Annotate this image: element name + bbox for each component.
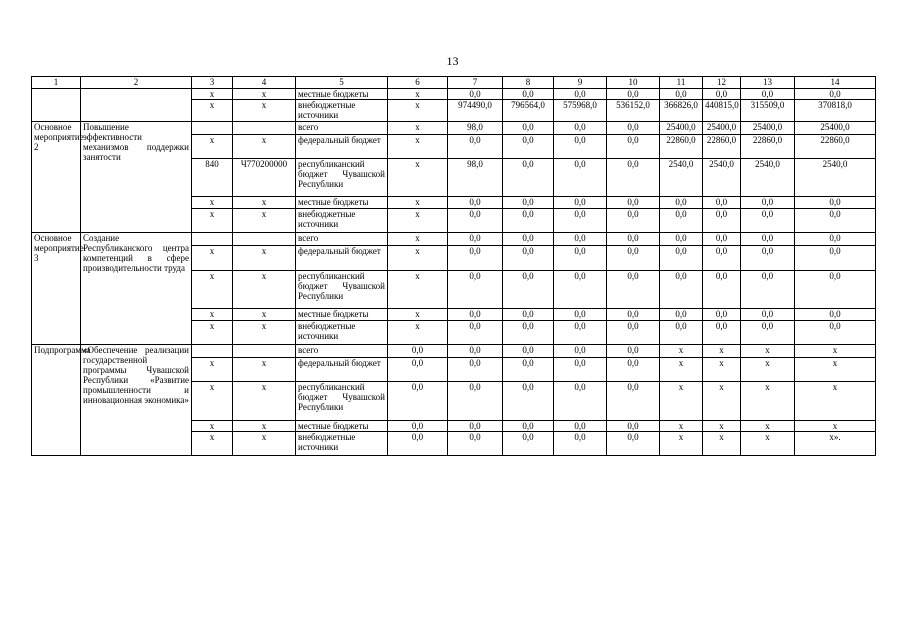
value-cell: 575968,0 [554, 100, 607, 122]
value-cell: 0,0 [503, 135, 554, 159]
value-cell: х [388, 309, 448, 321]
funding-source-cell: всего [296, 122, 388, 135]
value-cell: 0,0 [503, 159, 554, 197]
value-cell: 0,0 [741, 197, 795, 209]
code-csr-cell: х [233, 209, 296, 233]
value-cell: 0,0 [554, 321, 607, 345]
page-number: 13 [446, 54, 459, 68]
code-csr-cell: х [233, 197, 296, 209]
header-cell: 3 [192, 77, 233, 89]
value-cell: х [660, 345, 703, 358]
value-cell: х [703, 358, 741, 382]
value-cell: 0,0 [741, 209, 795, 233]
value-cell: 0,0 [503, 421, 554, 432]
value-cell: х [741, 382, 795, 421]
header-cell: 7 [448, 77, 503, 89]
value-cell: 0,0 [795, 309, 876, 321]
value-cell: 0,0 [607, 358, 660, 382]
header-cell: 2 [81, 77, 192, 89]
value-cell: х [388, 159, 448, 197]
value-cell: 0,0 [607, 432, 660, 456]
value-cell: 0,0 [660, 209, 703, 233]
value-cell: 0,0 [660, 233, 703, 246]
value-cell: 0,0 [503, 321, 554, 345]
value-cell: 0,0 [503, 358, 554, 382]
event-label-cell: Основное мероприятие 2 [32, 122, 81, 233]
value-cell: х [388, 100, 448, 122]
value-cell: 22860,0 [795, 135, 876, 159]
m2-row [32, 122, 876, 135]
value-cell: 0,0 [607, 122, 660, 135]
code-csr-cell [233, 345, 296, 358]
value-cell: 0,0 [607, 135, 660, 159]
value-cell: х». [795, 432, 876, 456]
value-cell: 0,0 [448, 246, 503, 271]
value-cell: 0,0 [703, 271, 741, 309]
code-csr-cell: х [233, 432, 296, 456]
value-cell: х [388, 271, 448, 309]
value-cell: 0,0 [795, 271, 876, 309]
code-gr-cell: х [192, 432, 233, 456]
value-cell: 974490,0 [448, 100, 503, 122]
value-cell: 0,0 [503, 271, 554, 309]
value-cell: 0,0 [554, 135, 607, 159]
value-cell: 0,0 [741, 89, 795, 100]
value-cell: 0,0 [448, 432, 503, 456]
value-cell: х [741, 421, 795, 432]
code-csr-cell: х [233, 271, 296, 309]
value-cell: х [795, 421, 876, 432]
value-cell: х [388, 246, 448, 271]
value-cell: 0,0 [448, 309, 503, 321]
value-cell: х [795, 358, 876, 382]
header-cell: 9 [554, 77, 607, 89]
value-cell: х [660, 358, 703, 382]
funding-source-cell: республиканский бюджет Чувашской Республики [296, 271, 388, 309]
value-cell: 0,0 [607, 345, 660, 358]
value-cell: 0,0 [795, 197, 876, 209]
code-gr-cell: х [192, 197, 233, 209]
funding-source-cell: внебюджетные источники [296, 321, 388, 345]
value-cell: 0,0 [607, 233, 660, 246]
value-cell: 98,0 [448, 159, 503, 197]
value-cell: 0,0 [703, 246, 741, 271]
value-cell: 0,0 [554, 89, 607, 100]
funding-source-cell: всего [296, 345, 388, 358]
value-cell: 0,0 [388, 421, 448, 432]
value-cell: х [388, 89, 448, 100]
value-cell: х [660, 432, 703, 456]
value-cell: 0,0 [741, 246, 795, 271]
value-cell: 0,0 [795, 321, 876, 345]
code-csr-cell [233, 233, 296, 246]
header-cell: 11 [660, 77, 703, 89]
code-gr-cell: х [192, 246, 233, 271]
code-gr-cell [192, 122, 233, 135]
value-cell: 370818,0 [795, 100, 876, 122]
funding-source-cell: внебюджетные источники [296, 100, 388, 122]
value-cell: 0,0 [448, 209, 503, 233]
value-cell: 0,0 [607, 197, 660, 209]
value-cell: 0,0 [607, 159, 660, 197]
code-csr-cell: х [233, 309, 296, 321]
event-name-cell: Повышение эффективности механизмов поддержки занятости [81, 122, 192, 233]
value-cell: 0,0 [503, 233, 554, 246]
value-cell: 0,0 [795, 89, 876, 100]
value-cell: 0,0 [448, 382, 503, 421]
value-cell: 0,0 [554, 345, 607, 358]
cont-row [32, 89, 876, 100]
value-cell: 0,0 [554, 382, 607, 421]
value-cell: 0,0 [660, 197, 703, 209]
code-gr-cell: х [192, 209, 233, 233]
code-gr-cell: х [192, 382, 233, 421]
code-gr-cell: х [192, 271, 233, 309]
value-cell: 0,0 [607, 89, 660, 100]
code-gr-cell: х [192, 421, 233, 432]
code-gr-cell: х [192, 135, 233, 159]
header-cell: 14 [795, 77, 876, 89]
value-cell: 25400,0 [741, 122, 795, 135]
value-cell: 0,0 [448, 421, 503, 432]
value-cell: 0,0 [503, 246, 554, 271]
header-cell: 5 [296, 77, 388, 89]
value-cell: 0,0 [660, 271, 703, 309]
value-cell: 0,0 [448, 345, 503, 358]
value-cell: 0,0 [607, 382, 660, 421]
value-cell: 0,0 [388, 358, 448, 382]
value-cell: 0,0 [554, 309, 607, 321]
value-cell: 0,0 [554, 271, 607, 309]
value-cell: 0,0 [795, 233, 876, 246]
value-cell: х [388, 197, 448, 209]
value-cell: 0,0 [503, 309, 554, 321]
value-cell: 2540,0 [660, 159, 703, 197]
value-cell: 0,0 [554, 432, 607, 456]
code-gr-cell: х [192, 89, 233, 100]
funding-source-cell: местные бюджеты [296, 89, 388, 100]
value-cell: 0,0 [554, 233, 607, 246]
funding-source-cell: республиканский бюджет Чувашской Республики [296, 159, 388, 197]
value-cell: 0,0 [703, 89, 741, 100]
code-gr-cell: 840 [192, 159, 233, 197]
value-cell: 0,0 [703, 197, 741, 209]
value-cell: 98,0 [448, 122, 503, 135]
value-cell: 22860,0 [741, 135, 795, 159]
value-cell: 0,0 [703, 321, 741, 345]
code-csr-cell: х [233, 135, 296, 159]
event-label-cell: Подпрограмма [32, 345, 81, 456]
value-cell: 536152,0 [607, 100, 660, 122]
value-cell: 0,0 [660, 309, 703, 321]
value-cell: 0,0 [554, 246, 607, 271]
value-cell: 0,0 [741, 309, 795, 321]
value-cell: 0,0 [503, 345, 554, 358]
value-cell: 22860,0 [660, 135, 703, 159]
code-csr-cell: Ч770200000 [233, 159, 296, 197]
value-cell: 0,0 [448, 321, 503, 345]
event-name-cell [81, 89, 192, 122]
funding-source-cell: местные бюджеты [296, 421, 388, 432]
code-csr-cell: х [233, 358, 296, 382]
value-cell: 0,0 [448, 233, 503, 246]
value-cell: 0,0 [388, 382, 448, 421]
value-cell: 0,0 [448, 135, 503, 159]
value-cell: 0,0 [554, 122, 607, 135]
value-cell: х [703, 345, 741, 358]
value-cell: х [388, 209, 448, 233]
value-cell: 2540,0 [795, 159, 876, 197]
header-cell: 1 [32, 77, 81, 89]
value-cell: 0,0 [703, 233, 741, 246]
value-cell: 0,0 [503, 209, 554, 233]
header-cell: 8 [503, 77, 554, 89]
value-cell: 440815,0 [703, 100, 741, 122]
value-cell: 366826,0 [660, 100, 703, 122]
value-cell: 0,0 [607, 321, 660, 345]
value-cell: 25400,0 [660, 122, 703, 135]
funding-source-cell: федеральный бюджет [296, 135, 388, 159]
funding-source-cell: внебюджетные источники [296, 432, 388, 456]
value-cell: х [660, 421, 703, 432]
value-cell: 22860,0 [703, 135, 741, 159]
value-cell: 25400,0 [795, 122, 876, 135]
value-cell: х [388, 233, 448, 246]
event-label-cell [32, 89, 81, 122]
value-cell: х [388, 135, 448, 159]
value-cell: х [703, 382, 741, 421]
code-gr-cell: х [192, 358, 233, 382]
value-cell: 0,0 [703, 309, 741, 321]
value-cell: х [741, 358, 795, 382]
value-cell: 0,0 [503, 122, 554, 135]
value-cell: 0,0 [503, 197, 554, 209]
budget-table [31, 76, 876, 456]
header-cell: 13 [741, 77, 795, 89]
funding-source-cell: местные бюджеты [296, 309, 388, 321]
value-cell: 0,0 [607, 246, 660, 271]
value-cell: 0,0 [703, 209, 741, 233]
funding-source-cell: всего [296, 233, 388, 246]
code-csr-cell: х [233, 89, 296, 100]
table-body [32, 77, 876, 456]
value-cell: 0,0 [448, 89, 503, 100]
value-cell: 0,0 [503, 89, 554, 100]
code-gr-cell: х [192, 309, 233, 321]
value-cell: 315509,0 [741, 100, 795, 122]
value-cell: 25400,0 [703, 122, 741, 135]
value-cell: 0,0 [554, 421, 607, 432]
value-cell: 0,0 [554, 358, 607, 382]
value-cell: 0,0 [448, 358, 503, 382]
code-gr-cell: х [192, 100, 233, 122]
code-csr-cell: х [233, 321, 296, 345]
code-gr-cell: х [192, 321, 233, 345]
value-cell: 0,0 [448, 197, 503, 209]
event-name-cell: «Обеспечение реализации государственной программы Чувашской Республики «Развитие промышленности и инновационная экономика» [81, 345, 192, 456]
value-cell: 0,0 [554, 159, 607, 197]
value-cell: х [703, 421, 741, 432]
value-cell: 0,0 [660, 89, 703, 100]
header-cell: 12 [703, 77, 741, 89]
header-cell: 4 [233, 77, 296, 89]
value-cell: 0,0 [448, 271, 503, 309]
value-cell: х [795, 382, 876, 421]
value-cell: 0,0 [607, 309, 660, 321]
value-cell: 0,0 [607, 271, 660, 309]
header-cell: 10 [607, 77, 660, 89]
value-cell: 0,0 [660, 321, 703, 345]
event-label-cell: Основное мероприятие 3 [32, 233, 81, 345]
code-csr-cell: х [233, 246, 296, 271]
code-gr-cell [192, 233, 233, 246]
value-cell: х [741, 345, 795, 358]
value-cell: 796564,0 [503, 100, 554, 122]
value-cell: 0,0 [795, 209, 876, 233]
value-cell: 0,0 [503, 432, 554, 456]
funding-source-cell: федеральный бюджет [296, 358, 388, 382]
value-cell: х [741, 432, 795, 456]
value-cell: х [660, 382, 703, 421]
value-cell: х [388, 321, 448, 345]
m3-row [32, 233, 876, 246]
value-cell: 2540,0 [741, 159, 795, 197]
code-csr-cell [233, 122, 296, 135]
value-cell: 0,0 [388, 345, 448, 358]
value-cell: 0,0 [795, 246, 876, 271]
funding-source-cell: внебюджетные источники [296, 209, 388, 233]
value-cell: 0,0 [607, 421, 660, 432]
value-cell: 0,0 [741, 321, 795, 345]
value-cell: х [795, 345, 876, 358]
value-cell: 0,0 [554, 197, 607, 209]
value-cell: 0,0 [388, 432, 448, 456]
value-cell: 0,0 [660, 246, 703, 271]
value-cell: 0,0 [741, 271, 795, 309]
value-cell: 0,0 [554, 209, 607, 233]
code-csr-cell: х [233, 100, 296, 122]
funding-source-cell: республиканский бюджет Чувашской Республики [296, 382, 388, 421]
header-cell: 6 [388, 77, 448, 89]
event-name-cell: Создание Республиканского центра компетенций в сфере производительности труда [81, 233, 192, 345]
value-cell: х [388, 122, 448, 135]
value-cell: 2540,0 [703, 159, 741, 197]
value-cell: 0,0 [607, 209, 660, 233]
code-csr-cell: х [233, 421, 296, 432]
funding-source-cell: федеральный бюджет [296, 246, 388, 271]
value-cell: 0,0 [503, 382, 554, 421]
value-cell: 0,0 [741, 233, 795, 246]
value-cell: х [703, 432, 741, 456]
code-csr-cell: х [233, 382, 296, 421]
header-row [32, 77, 876, 89]
funding-source-cell: местные бюджеты [296, 197, 388, 209]
sp-row [32, 345, 876, 358]
code-gr-cell [192, 345, 233, 358]
